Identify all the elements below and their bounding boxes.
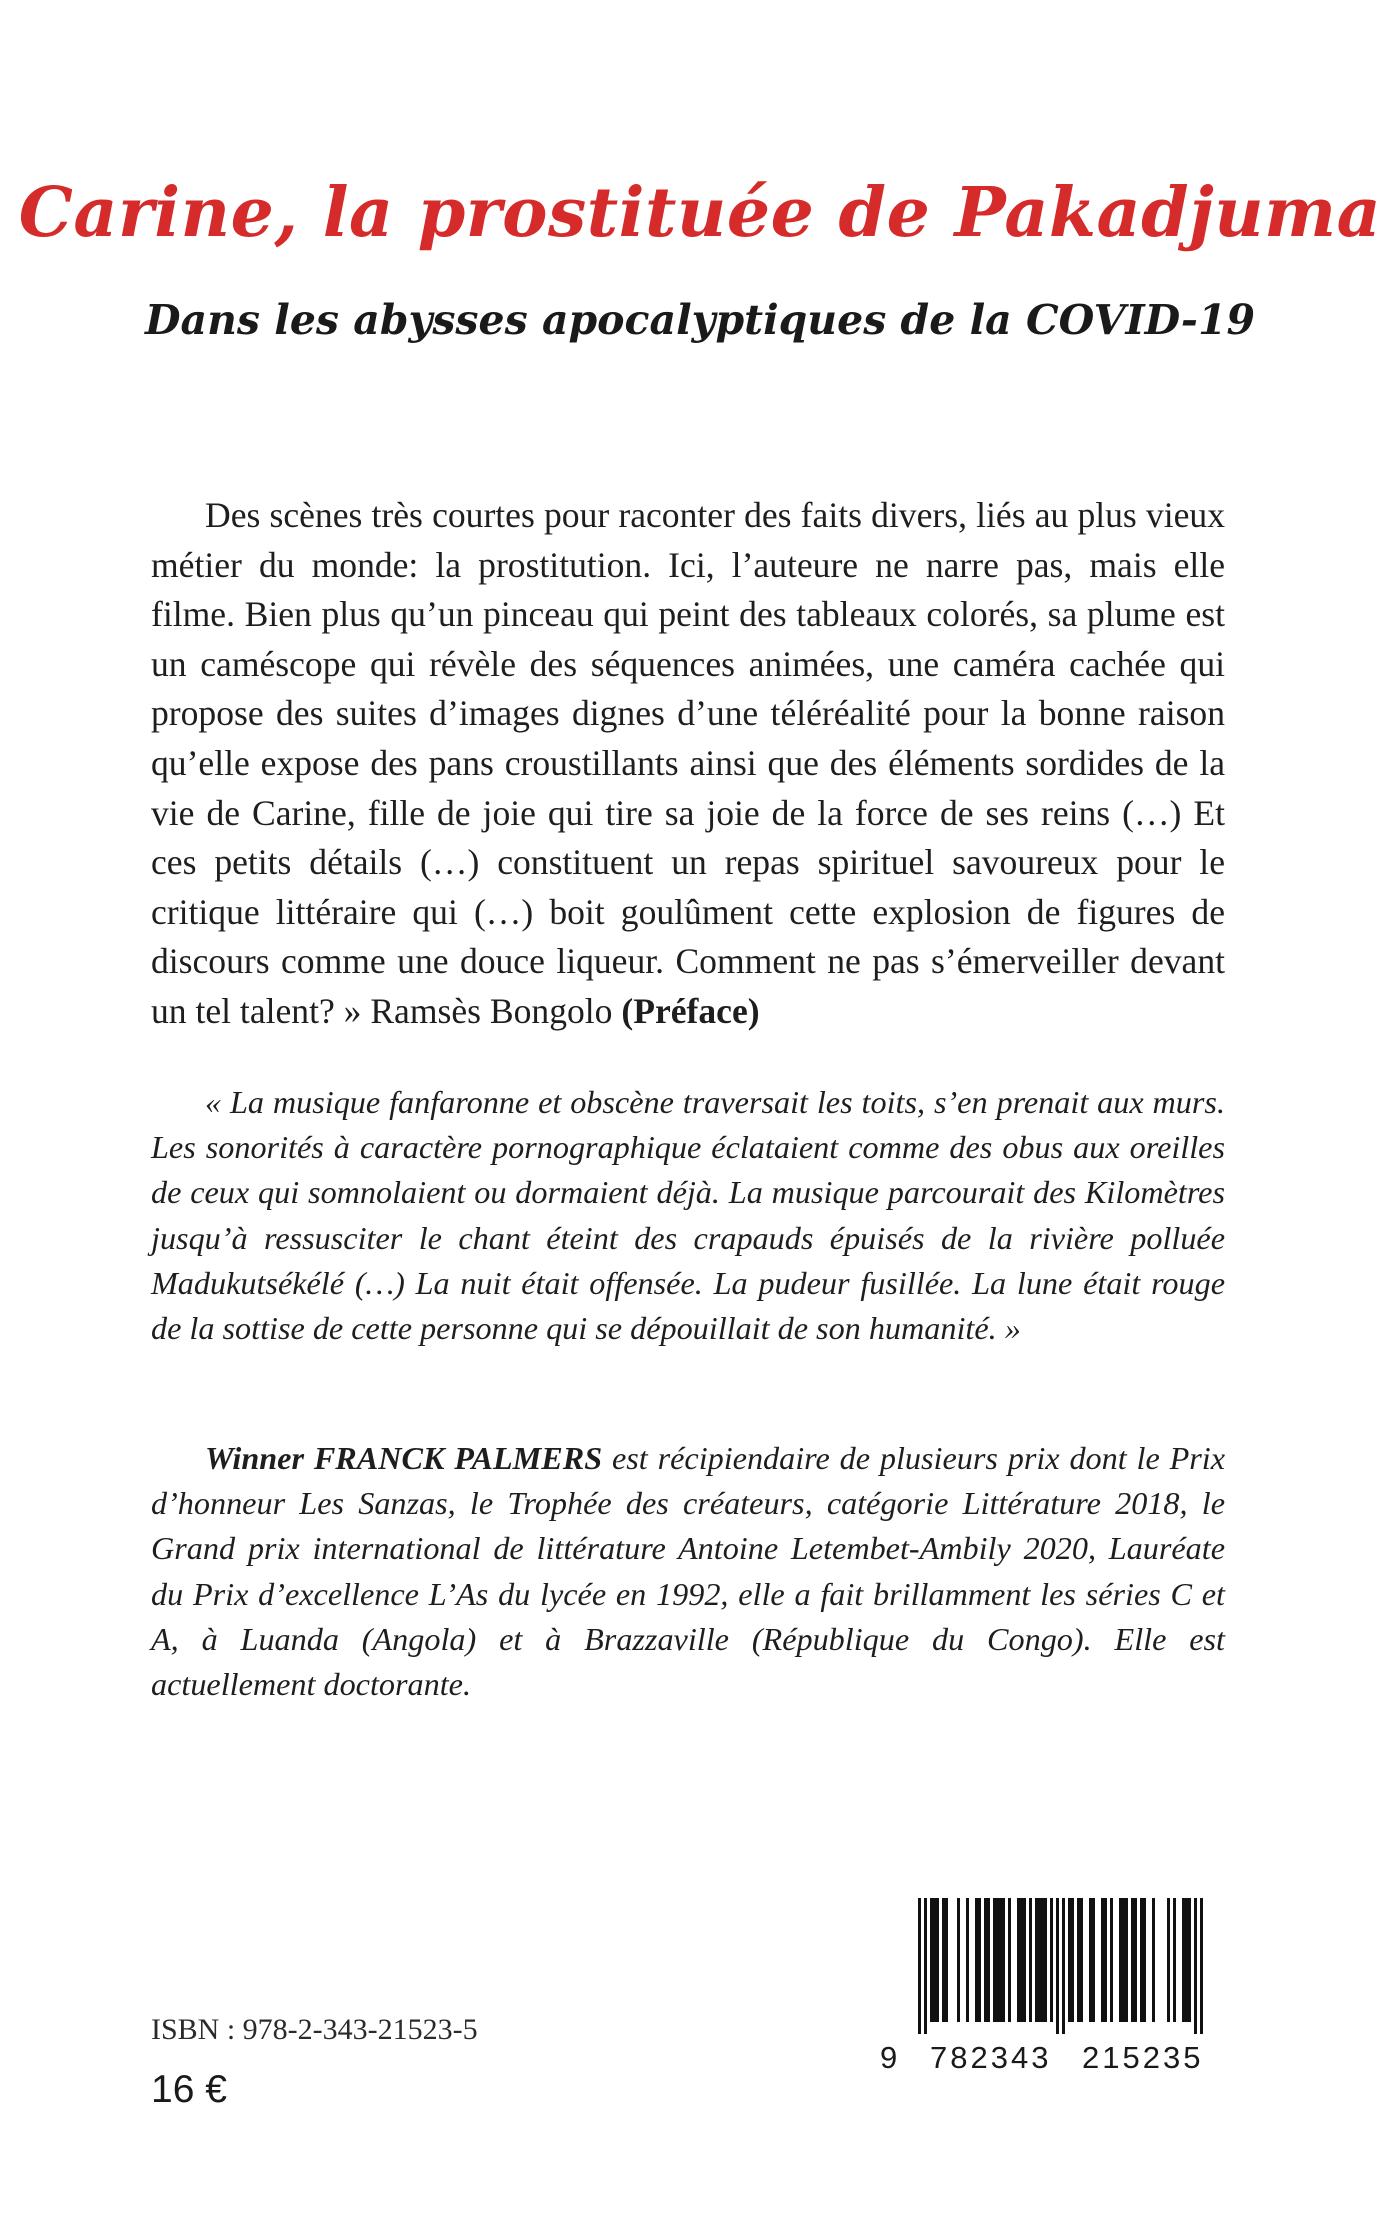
barcode-lead-digit: 9 <box>880 2040 898 2075</box>
barcode-bar <box>975 1898 978 2022</box>
barcode-bar <box>924 1898 927 2034</box>
barcode-bar <box>1134 1898 1137 2022</box>
barcode-digits <box>880 2040 1220 2080</box>
barcode-bar <box>1182 1898 1185 2022</box>
barcode-bar <box>996 1898 999 2022</box>
barcode-bar <box>1152 1898 1155 2022</box>
barcode-bar <box>936 1898 939 2022</box>
barcode-bar <box>1071 1898 1074 2022</box>
barcode-bar <box>1185 1898 1188 2022</box>
barcode-bar <box>1104 1898 1107 2022</box>
barcode-bar <box>1008 1898 1011 2022</box>
barcode-bar <box>1092 1898 1095 2022</box>
blurb-paragraph <box>151 491 1225 1037</box>
barcode-bar <box>1020 1898 1023 2022</box>
barcode <box>910 1898 1211 2036</box>
barcode-bar <box>1068 1898 1071 2022</box>
barcode-bar <box>984 1898 987 2022</box>
book-subtitle: Dans les abysses apocalyptiques de la COVID-19 <box>144 296 1256 344</box>
barcode-bar <box>1056 1898 1059 2034</box>
barcode-right-group: 215235 <box>1082 2040 1204 2075</box>
barcode-bar <box>930 1898 933 2022</box>
barcode-bar <box>1017 1898 1020 2022</box>
author-bio <box>151 1436 1225 1707</box>
barcode-bar <box>1077 1898 1080 2022</box>
barcode-bar <box>1023 1898 1026 2022</box>
price-label: 16 € <box>151 2068 227 2111</box>
barcode-bar <box>1140 1898 1143 2022</box>
isbn-number: ISBN : 978-2-343-21523-5 <box>151 2013 478 2046</box>
barcode-bar <box>1119 1898 1122 2022</box>
barcode-left-group: 782343 <box>930 2040 1052 2075</box>
barcode-bar <box>1143 1898 1146 2022</box>
barcode-bar <box>918 1898 921 2034</box>
barcode-bar <box>1002 1898 1005 2022</box>
excerpt-quote: « La musique fanfaronne et obscène traversait les toits, s’en prenait aux murs. Les sonorités à caractère pornographique éclataient comme des obus aux oreilles de ceux qui somnolaient ou dormaient déjà. La musique parcourait des Kilomètres jusqu’à ressusciter le chant éteint des crapauds épuisés de la rivière polluée Madukutsékélé (…) La nuit était offensée. La pudeur fusillée. La lune était rouge de la sottise de cette personne qui se dépouillait de son humanité. » <box>151 1084 1225 1347</box>
barcode-bar <box>1062 1898 1065 2034</box>
barcode-bar <box>1089 1898 1092 2022</box>
barcode-bar <box>966 1898 969 2022</box>
barcode-bar <box>1131 1898 1134 2022</box>
blurb-text: Des scènes très courtes pour raconter des faits divers, liés au plus vieux métier du monde: la prostitution. Ici, l’auteure ne narre pas, mais elle filme. Bien plus qu’un pinceau qui peint des tableaux colorés, sa plume est un caméscope qui révèle des séquences animées, une caméra cachée qui propose des suites d’images dignes d’une téléréalité pour la bonne raison qu’elle expose des pans croustillants ainsi que des éléments sordides de la vie de Carine, fille de joie qui tire sa joie de la force de ses reins (…) Et ces petits détails (…) constituent un repas spirituel savoureux pour le critique littéraire qui (…) boit goulûment cette explosion de figures de discours comme une douce liqueur. Comment ne pas s’émerveiller devant un tel talent? » Ramsès Bongolo <box>151 495 1225 1031</box>
barcode-bar <box>987 1898 990 2022</box>
barcode-bar <box>945 1898 948 2022</box>
book-title: Carine, la prostituée de Pakadjuma <box>18 173 1382 253</box>
barcode-bar <box>993 1898 996 2022</box>
barcode-bar <box>1110 1898 1113 2022</box>
barcode-bar <box>1122 1898 1125 2022</box>
barcode-bar <box>942 1898 945 2022</box>
barcode-bar <box>1173 1898 1176 2022</box>
barcode-bar <box>1200 1898 1203 2034</box>
barcode-bar <box>1050 1898 1053 2022</box>
barcode-bar <box>1167 1898 1170 2022</box>
barcode-bar <box>999 1898 1002 2022</box>
blurb-preface-label: (Préface) <box>621 990 760 1031</box>
barcode-bar <box>957 1898 960 2022</box>
barcode-bar <box>1041 1898 1044 2022</box>
barcode-bar <box>1035 1898 1038 2022</box>
barcode-bar <box>1194 1898 1197 2034</box>
barcode-bar <box>1188 1898 1191 2022</box>
barcode-bar <box>978 1898 981 2022</box>
barcode-bar <box>1101 1898 1104 2022</box>
barcode-bar <box>1029 1898 1032 2022</box>
author-name: Winner FRANCK PALMERS <box>205 1440 603 1476</box>
barcode-bar <box>1044 1898 1047 2022</box>
barcode-bar <box>933 1898 936 2022</box>
author-bio-text: est récipiendaire de plusieurs prix dont le Prix d’honneur Les Sanzas, le Trophée des créateurs, catégorie Littérature 2018, le Grand prix international de littérature Antoine Letembet-Ambily 2020, Lauréate du Prix d’excellence L’As du lycée en 1992, elle a fait brillamment les séries C et A, à Luanda (Angola) et à Brazzaville (République du Congo). Elle est actuellement doctorante. <box>151 1440 1226 1703</box>
barcode-bar <box>1080 1898 1083 2022</box>
barcode-bar <box>1125 1898 1128 2022</box>
barcode-bars <box>910 1898 1211 2036</box>
barcode-bar <box>1038 1898 1041 2022</box>
